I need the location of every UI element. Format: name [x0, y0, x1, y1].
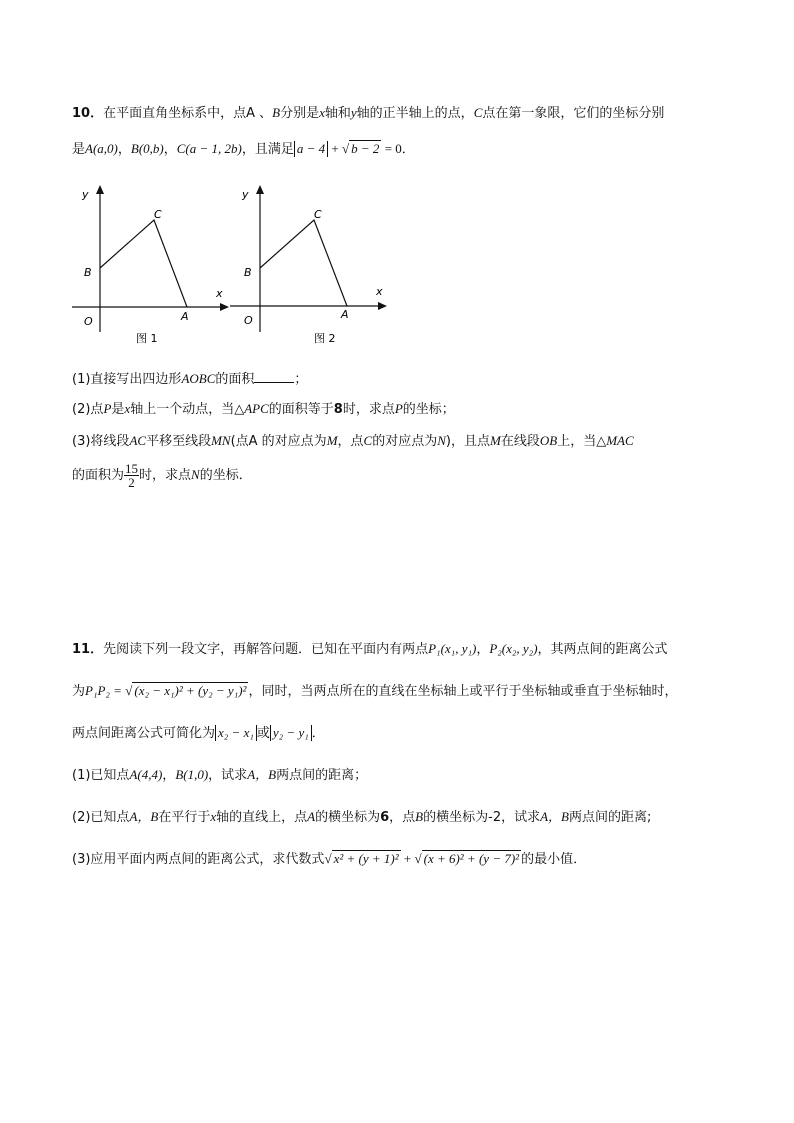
label-o: O: [244, 314, 253, 327]
q11-part3: (3)应用平面内两点间的距离公式，求代数式√ x² + (y + 1)² + √ (x + 6)² + (y − 7)² 的最小值．: [72, 851, 587, 867]
q11-line1: 11．先阅读下列一段文字，再解答问题．已知在平面内有两点P₁(x₁, y₁)，P₂(x₂, y₂)，其两点间的距离公式: [72, 641, 668, 657]
q10-part3-line1: (3)将线段AC平移至线段MN(点A 的对应点为M，点C的对应点为N)，且点M在线段OB上，当△MAC: [72, 433, 634, 449]
q10-part3-line2: 的面积为 $\frac{15}{2}$ 时，求点N的坐标．: [72, 461, 252, 490]
y-axis-arrow: [256, 185, 264, 194]
q10-number: 10．: [72, 106, 104, 121]
q10-line2: 是A(a,0)，B(0,b)，C(a − 1, 2b)，且满足 a − 4 + √ b − 2 = 0．: [72, 141, 415, 157]
q10-part2: (2)点P是x轴上一个动点，当△APC的面积等于8时，求点P的坐标；: [72, 401, 455, 417]
figure-2: [226, 182, 396, 352]
label-a: A: [341, 308, 349, 321]
sqrt-b-minus-2: b − 2: [351, 141, 380, 156]
label-y: y: [242, 188, 249, 201]
label-y: y: [82, 188, 89, 201]
figure-1-caption: 图 1: [136, 332, 158, 345]
q11-number: 11．: [72, 642, 104, 657]
q10-line1: 10．在平面直角坐标系中，点A 、B分别是x轴和y轴的正半轴上的点，C点在第一象限，它们的坐标分别: [72, 105, 665, 121]
label-a: A: [181, 310, 189, 323]
answer-blank[interactable]: [254, 370, 294, 383]
figure-1: [66, 182, 236, 352]
label-x: x: [216, 287, 223, 300]
abs-a-minus-4: a − 4: [294, 141, 328, 157]
distance-formula-sqrt: (x₂ − x₁)² + (y₂ − y₁)²: [134, 683, 247, 698]
q10-part1: (1)直接写出四边形AOBC的面积 ；: [72, 371, 308, 387]
segment-bca: [100, 220, 187, 307]
label-c: C: [154, 208, 162, 221]
label-x: x: [376, 285, 383, 298]
x-axis-arrow: [378, 302, 387, 310]
q11-part2: (2)已知点A，B在平行于x轴的直线上，点A的横坐标为6，点B的横坐标为-2，试求A，B两点间的距离;: [72, 809, 652, 825]
sqrt-expression-1: x² + (y + 1)²: [333, 851, 399, 866]
y-axis-arrow: [96, 185, 104, 194]
figure-2-caption: 图 2: [314, 332, 336, 345]
fraction-15-over-2: $\frac{15}{2}$: [125, 461, 139, 490]
label-c: C: [314, 208, 322, 221]
label-b: B: [84, 266, 92, 279]
segment-bca: [260, 220, 347, 306]
q11-line2: 为P₁P₂ = √ (x₂ − x₁)² + (y₂ − y₁)² ，同时，当两点所在的直线在坐标轴上或平行于坐标轴或垂直于坐标轴时，: [72, 683, 678, 699]
label-o: O: [84, 315, 93, 328]
label-b: B: [244, 266, 252, 279]
q11-part1: (1)已知点A(4,4)，B(1,0)，试求A，B两点间的距离；: [72, 767, 368, 783]
sqrt-expression-2: (x + 6)² + (y − 7)²: [423, 851, 520, 866]
q11-line3: 两点间距离公式可简化为 x₂ − x₁ 或 y₂ − y₁ ．: [72, 725, 325, 741]
